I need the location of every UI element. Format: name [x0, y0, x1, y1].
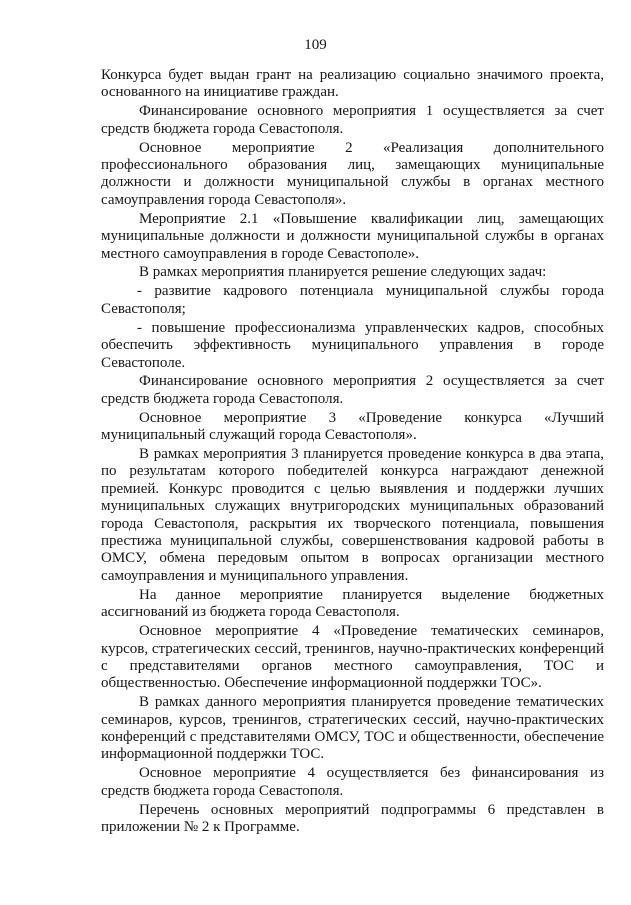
- paragraph: Основное мероприятие 4 осуществляется без финансирования из средств бюджета города Севастополя.: [101, 765, 604, 799]
- document-body: [101, 67, 604, 838]
- paragraph: Финансирование основного мероприятия 2 осуществляется за счет средств бюджета города Севастополя.: [101, 373, 604, 407]
- paragraph: Мероприятие 2.1 «Повышение квалификации лиц, замещающих муниципальные должности и должности муниципальной службы в органах местного самоуправления в городе Севастополе».: [101, 210, 604, 262]
- paragraph: Перечень основных мероприятий подпрограммы 6 представлен в приложении № 2 к Программе.: [101, 801, 604, 836]
- paragraph: Конкурса будет выдан грант на реализацию социально значимого проекта, основанного на инициативе граждан.: [101, 67, 604, 101]
- page-number: 109: [304, 37, 327, 53]
- paragraph: Основное мероприятие 2 «Реализация дополнительного профессионального образования лиц, замещающих муниципальные должности и должности муниципальной службы в органах местного самоуправления города Севастополя».: [101, 139, 604, 208]
- paragraph: В рамках мероприятия планируется решение следующих задач:: [139, 264, 547, 281]
- paragraph: На данное мероприятие планируется выделение бюджетных ассигнований из бюджета города Севастополя.: [101, 586, 604, 621]
- paragraph: В рамках данного мероприятия планируется проведение тематических семинаров, курсов, тренингов, стратегических сессий, научно-практических конференций с представителями ОМСУ, ТОС и общественности, обеспечение информационной поддержки ТОС.: [101, 694, 604, 763]
- paragraph: Финансирование основного мероприятия 1 осуществляется за счет средств бюджета города Севастополя.: [101, 103, 604, 137]
- list-item: - развитие кадрового потенциала муниципальной службы города Севастополя;: [101, 283, 604, 317]
- list-item: - повышение профессионализма управленческих кадров, способных обеспечить эффективность муниципального управления в городе Севастополе.: [101, 319, 604, 371]
- paragraph: Основное мероприятие 4 «Проведение тематических семинаров, курсов, стратегических сессий, тренингов, научно-практических конференций с представителями органов местного самоуправления, ТОС и общественностью. Обеспечение информационной поддержки ТОС».: [101, 623, 604, 692]
- paragraph: В рамках мероприятия 3 планируется проведение конкурса в два этапа, по результатам которого победителей конкурса награждают денежной премией. Конкурс проводится с целью выявления и поддержки лучших муниципальных служащих внутригородских муниципальных образований города Севастополя, раскрытия их творческого потенциала, повышения престижа муниципальной службы, совершенствования кадровой работы в ОМСУ, обмена передовым опытом в вопросах организации местного самоуправления и муниципального управления.: [101, 446, 604, 584]
- paragraph: Основное мероприятие 3 «Проведение конкурса «Лучший муниципальный служащий города Севастополя».: [101, 409, 604, 444]
